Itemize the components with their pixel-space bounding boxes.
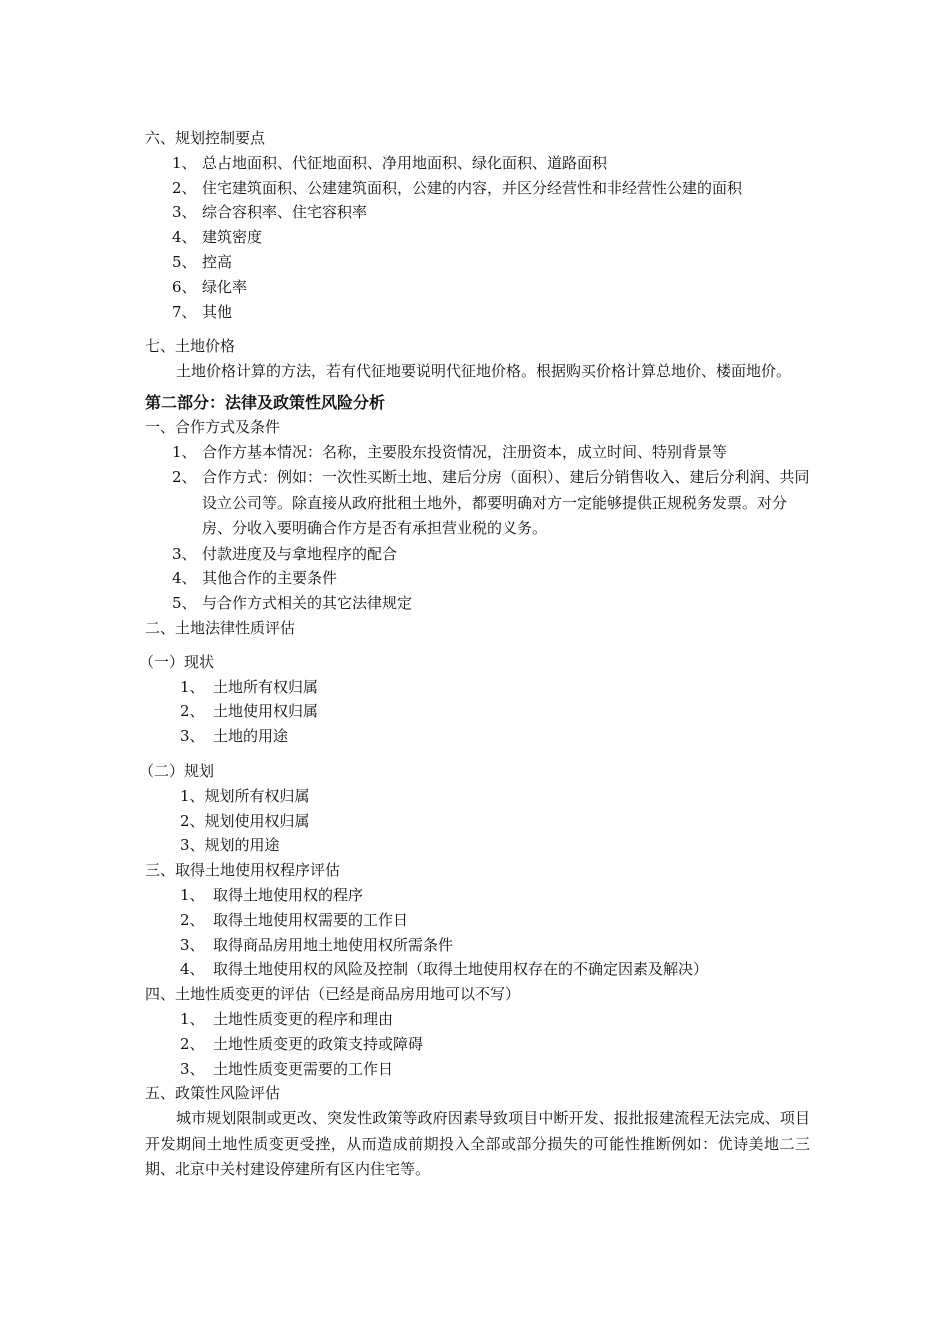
list-text: 取得商品房用地土地使用权所需条件	[213, 935, 454, 954]
list-item	[145, 225, 810, 250]
list-number: 1、	[180, 1009, 205, 1028]
list-item	[145, 1057, 810, 1082]
list-item: 2、规划使用权归属	[180, 811, 310, 830]
paragraph-land-price: 土地价格计算的方法，若有代征地要说明代征地价格。根据购买价格计算总地价、楼面地价。	[176, 362, 792, 381]
list-item	[145, 1007, 810, 1032]
list-number: 1、	[180, 677, 205, 696]
section-heading-policy-risk: 五、政策性风险评估	[145, 1084, 281, 1103]
list-item	[145, 250, 810, 275]
list-text: 土地的用途	[213, 727, 289, 746]
part-title: 第二部分：法律及政策性风险分析	[145, 392, 386, 412]
section-heading-land-legal-nature: 二、土地法律性质评估	[145, 618, 296, 637]
list-text: 土地性质变更需要的工作日	[213, 1059, 394, 1078]
list-item	[145, 724, 810, 749]
list-number: 3、	[172, 203, 197, 222]
list-text: 土地所有权归属	[213, 677, 319, 696]
list-item	[145, 542, 810, 567]
paragraph-policy-risk: 城市规划限制或更改、突发性政策等政府因素导致项目中断开发、报批报建流程无法完成、项目开发期间土地性质变更受挫，从而造成前期投入全部或部分损失的可能性推断例如：优诗美地二三期、北京中关村建设停建所有区内住宅等。	[145, 1109, 810, 1179]
subsection-heading-planning: （二）规划	[139, 761, 215, 780]
list-item	[145, 675, 810, 700]
spacer	[145, 641, 810, 650]
list-item	[145, 176, 810, 201]
list-text: 付款进度及与拿地程序的配合	[202, 544, 398, 563]
list-number: 3、	[180, 1059, 205, 1078]
list-item: 3、规划的用途	[180, 836, 280, 855]
list-number: 2、	[180, 1034, 205, 1053]
list-item	[145, 699, 810, 724]
list-number: 1、	[172, 443, 197, 462]
section-heading-land-use-procedure: 三、取得土地使用权程序评估	[145, 861, 341, 880]
list-number: 7、	[172, 302, 197, 321]
list-number: 1、	[172, 153, 197, 172]
list-item: 1、规划所有权归属	[180, 786, 310, 805]
list-item	[145, 200, 810, 225]
spacer	[145, 324, 810, 334]
list-text: 土地性质变更的程序和理由	[213, 1009, 394, 1028]
section-heading-land-price: 七、土地价格	[145, 337, 236, 356]
list-item	[145, 275, 810, 300]
list-text: 绿化率	[202, 277, 248, 296]
list-item	[145, 933, 810, 958]
list-number: 5、	[172, 252, 197, 271]
list-number: 2、	[180, 910, 205, 929]
list-item	[145, 908, 810, 933]
list-number: 1、	[180, 885, 205, 904]
list-text: 取得土地使用权的风险及控制（取得土地使用权存在的不确定因素及解决）	[213, 960, 709, 979]
section-heading-land-nature-change: 四、土地性质变更的评估（已经是商品房用地可以不写）	[145, 985, 521, 1004]
list-item	[145, 566, 810, 591]
list-text: 综合容积率、住宅容积率	[202, 203, 368, 222]
list-number: 4、	[172, 569, 197, 588]
list-text: 总占地面积、代征地面积、净用地面积、绿化面积、道路面积	[202, 153, 608, 172]
section-heading-planning-control: 六、规划控制要点	[145, 129, 266, 147]
list-number: 5、	[172, 594, 197, 613]
list-text: 土地使用权归属	[213, 702, 319, 721]
list-text: 取得土地使用权的程序	[213, 885, 364, 904]
list-number: 2、	[180, 702, 205, 721]
subsection-heading-status: （一）现状	[139, 652, 215, 671]
document-page	[139, 126, 810, 1183]
list-number: 3、	[180, 727, 205, 746]
list-number: 3、	[180, 935, 205, 954]
list-item	[145, 883, 810, 908]
list-text: 合作方基本情况：名称，主要股东投资情况，注册资本，成立时间、特别背景等	[202, 443, 728, 462]
list-number: 4、	[172, 228, 197, 247]
section-heading-cooperation: 一、合作方式及条件	[145, 418, 281, 437]
spacer	[145, 749, 810, 759]
list-text: 土地性质变更的政策支持或障碍	[213, 1034, 424, 1053]
list-item	[145, 591, 810, 616]
list-item	[145, 465, 810, 542]
list-item	[145, 1032, 810, 1057]
list-number: 2、	[172, 178, 197, 197]
list-text: 其他	[202, 302, 233, 321]
list-text: 其他合作的主要条件	[202, 569, 338, 588]
list-number: 2、	[172, 468, 197, 487]
list-text: 建筑密度	[202, 228, 263, 247]
list-text: 控高	[202, 252, 233, 271]
list-number: 4、	[180, 960, 205, 979]
list-text: 住宅建筑面积、公建建筑面积，公建的内容，并区分经营性和非经营性公建的面积	[202, 178, 743, 197]
list-text: 与合作方式相关的其它法律规定	[202, 594, 413, 613]
list-number: 3、	[172, 544, 197, 563]
list-item	[145, 957, 810, 982]
list-item	[145, 300, 810, 325]
list-text: 合作方式：例如：一次性买断土地、建后分房（面积）、建后分销售收入、建后分利润、共同设立公司等。除直接从政府批租土地外，都要明确对方一定能够提供正规税务发票。对分房、分收入要明确合作方是否有承担营业税的义务。	[202, 468, 810, 538]
list-item	[145, 151, 810, 176]
list-text: 取得土地使用权需要的工作日	[213, 910, 409, 929]
list-number: 6、	[172, 277, 197, 296]
list-item	[145, 440, 810, 465]
